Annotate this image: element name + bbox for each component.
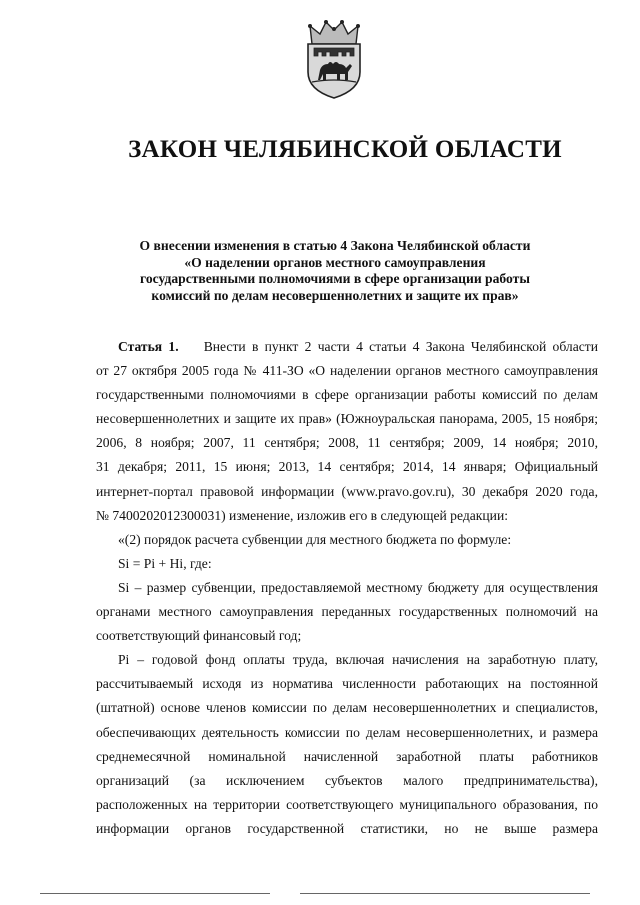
body-line: интернет-портал правовой информации (www.pravo.gov.ru), 30 декабря 2020 года, [96, 483, 598, 499]
subtitle-line: О внесении изменения в статью 4 Закона Челябинской области [139, 238, 531, 253]
body-line: 2006, 8 ноября; 2007, 11 сентября; 2008, 11 сентября; 2009, 14 ноября; 2010, [96, 435, 598, 451]
subtitle-line: государственными полномочиями в сфере организации работы [140, 271, 530, 287]
subtitle-line: комиссий по делам несовершеннолетних и защите их прав» [151, 287, 519, 303]
article-label: Статья 1. [118, 339, 179, 354]
footer-rule-right [300, 893, 590, 894]
body-line: среднемесячной номинальной начисленной заработной платы работников [96, 748, 598, 764]
body-line: органами местного самоуправления переданных государственных полномочий на [96, 604, 598, 620]
body-line: несовершеннолетних и защите их прав» (Южноуральская панорама, 2005, 15 ноября; [96, 411, 598, 427]
body-line: обеспечивающих деятельность комиссии по делам несовершеннолетних, и размера [96, 724, 598, 740]
article-first-line [96, 335, 598, 359]
article-first-line-text: Внести в пункт 2 части 4 статьи 4 Закона Челябинской области [203, 339, 598, 354]
body-line: организаций (за исключением субъектов малого предпринимательства), [96, 772, 598, 788]
coat-of-arms-icon [298, 18, 370, 100]
law-title: ЗАКОН ЧЕЛЯБИНСКОЙ ОБЛАСТИ [128, 136, 562, 163]
law-subtitle [100, 238, 570, 304]
body-line: (штатной) основе членов комиссии по делам несовершеннолетних и специалистов, [96, 700, 598, 716]
formula-line: Si = Pi + Hi, где: [118, 555, 212, 571]
body-line: соответствующий финансовый год; [96, 628, 302, 644]
body-line: «(2) порядок расчета субвенции для местного бюджета по формуле: [118, 531, 512, 547]
article-body [96, 335, 598, 841]
body-line: Si – размер субвенции, предоставляемой местному бюджету для осуществления [118, 579, 598, 595]
footer-rule-left [40, 893, 270, 894]
body-line: от 27 октября 2005 года № 411-ЗО «О наделении органов местного самоуправления [96, 363, 598, 379]
body-line: 31 декабря; 2011, 15 июня; 2013, 14 сентября; 2014, 14 января; Официальный [96, 459, 598, 475]
body-line: информации органов государственной статистики, но не выше размера [96, 820, 598, 836]
body-line: № 7400202012300031) изменение, изложив его в следующей редакции: [96, 507, 508, 523]
body-line: государственными полномочиями в сфере организации работы комиссий по делам [96, 387, 598, 403]
body-line: Pi – годовой фонд оплаты труда, включая начисления на заработную плату, [118, 652, 598, 668]
crown-shape [310, 22, 358, 44]
body-line: расположенных на территории соответствующего муниципального образования, по [96, 796, 598, 812]
subtitle-line: «О наделении органов местного самоуправления [184, 254, 486, 270]
body-line: рассчитываемый исходя из норматива численности работающих на постоянной [96, 676, 598, 692]
